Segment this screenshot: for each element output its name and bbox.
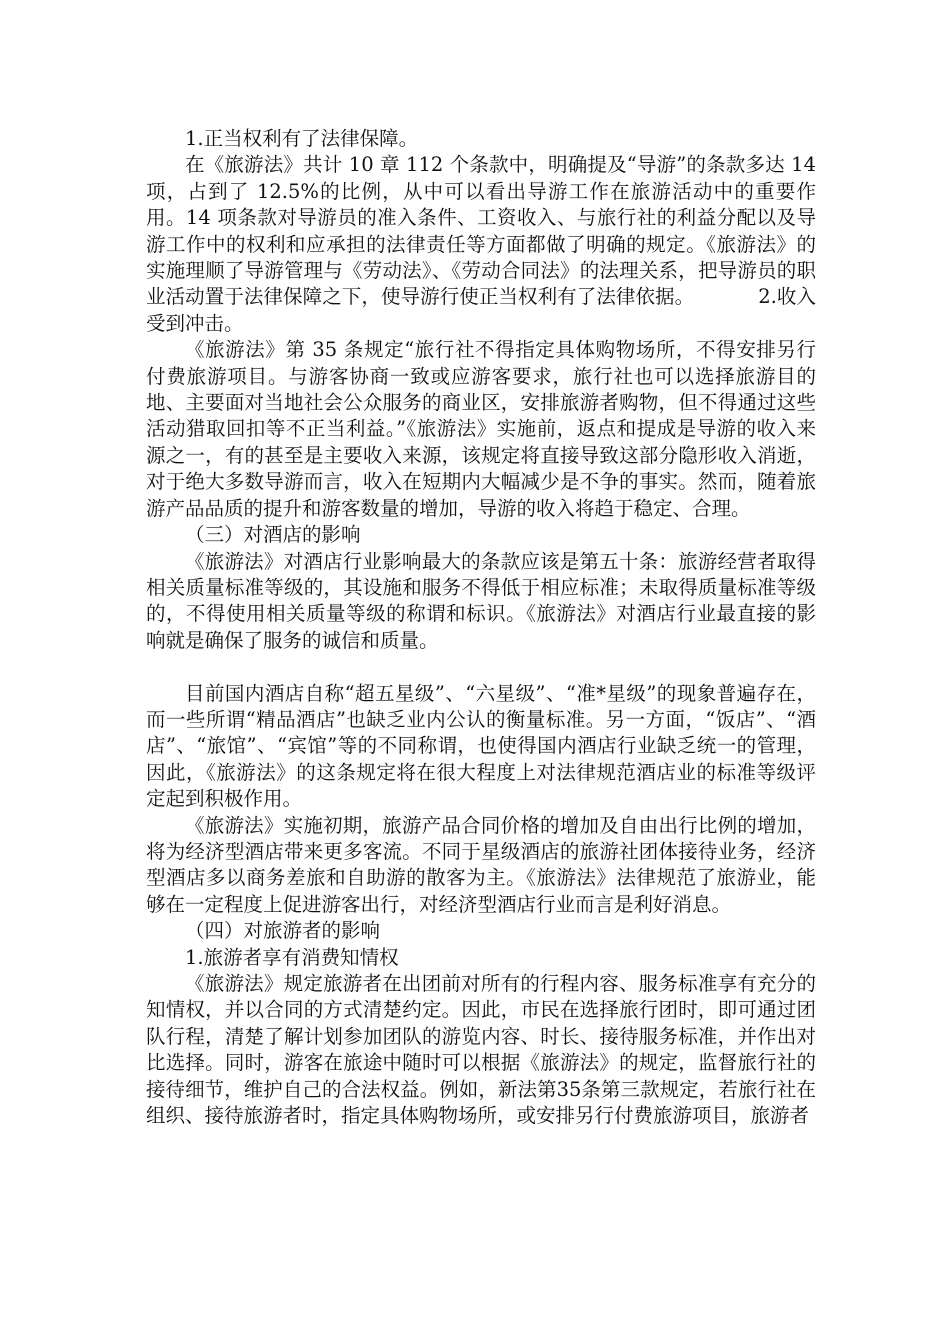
- paragraph-2-tail: 2.收入受到冲击。: [146, 285, 816, 335]
- paragraph-3: 《旅游法》第 35 条规定“旅行社不得指定具体购物场所，不得安排另行付费旅游项目。与游客协商一致或应游客要求，旅行社也可以选择旅游目的地、主要面对当地社会公众服务的商业区，安排旅游者购物，但不得通过这些活动猎取回扣等不正当利益。”《旅游法》实施前，返点和提成是导游的收入来源之一，有的甚至是主要收入来源，该规定将直接导致这部分隐形收入消逝，对于绝大多数导游而言，收入在短期内大幅减少是不争的事实。然而，随着旅游产品品质的提升和游客数量的增加，导游的收入将趋于稳定、合理。: [146, 338, 816, 520]
- paragraph-2-text: 在《旅游法》共计 10 章 112 个条款中，明确提及“导游”的条款多达 14 项，占到了 12.5%的比例，从中可以看出导游工作在旅游活动中的重要作用。14 项条款对导游员的准入条件、工资收入、与旅行社的利益分配以及导游工作中的权利和应承担的法律责任等方面都做了明确的规定。《旅游法》的实施理顺了导游管理与《劳动法》、《劳动合同法》的法理关系，把导游员的职业活动置于法律保障之下，使导游行使正当权利有了法律依据。: [146, 153, 816, 309]
- blank-line: [146, 654, 816, 680]
- paragraph-5: 《旅游法》对酒店行业影响最大的条款应该是第五十条：旅游经营者取得相关质量标准等级的，其设施和服务不得低于相应标准；未取得质量标准等级的，不得使用相关质量等级的称谓和标识。《旅游法》对酒店行业最直接的影响就是确保了服务的诚信和质量。: [146, 549, 816, 652]
- paragraph-10: 《旅游法》规定旅游者在出团前对所有的行程内容、服务标准享有充分的知情权，并以合同的方式清楚约定。因此，市民在选择旅行团时，即可通过团队行程，清楚了解计划参加团队的游览内容、时长、接待服务标准，并作出对比选择。同时，游客在旅途中随时可以根据《旅游法》的规定，监督旅行社的接待细节，维护自己的合法权益。例如，新法第35条第三款规定，若旅行社在组织、接待旅游者时，指定具体购物场所，或安排另行付费旅游项目，旅游者: [146, 971, 816, 1128]
- paragraph-2: [146, 152, 816, 337]
- subheading-right-to-know: 1.旅游者享有消费知情权: [185, 945, 399, 969]
- paragraph-7: 《旅游法》实施初期，旅游产品合同价格的增加及自由出行比例的增加，将为经济型酒店带来更多客流。不同于星级酒店的旅游社团体接待业务，经济型酒店多以商务差旅和自助游的散客为主。《旅游法》法律规范了旅游业，能够在一定程度上促进游客出行，对经济型酒店行业而言是利好消息。: [146, 813, 816, 916]
- section-heading-tourist: （四）对旅游者的影响: [185, 919, 381, 943]
- section-heading-hotel: （三）对酒店的影响: [185, 523, 361, 547]
- document-body: [146, 126, 816, 1129]
- paragraph-1: 1.正当权利有了法律保障。: [185, 127, 419, 150]
- paragraph-6: 目前国内酒店自称“超五星级”、“六星级”、“准*星级”的现象普遍存在，而一些所谓“精品酒店”也缺乏业内公认的衡量标准。另一方面，“饭店”、“酒店”、“旅馆”、“宾馆”等的不同称谓，也使得国内酒店行业缺乏统一的管理，因此，《旅游法》的这条规定将在很大程度上对法律规范酒店业的标准等级评定起到积极作用。: [146, 681, 816, 811]
